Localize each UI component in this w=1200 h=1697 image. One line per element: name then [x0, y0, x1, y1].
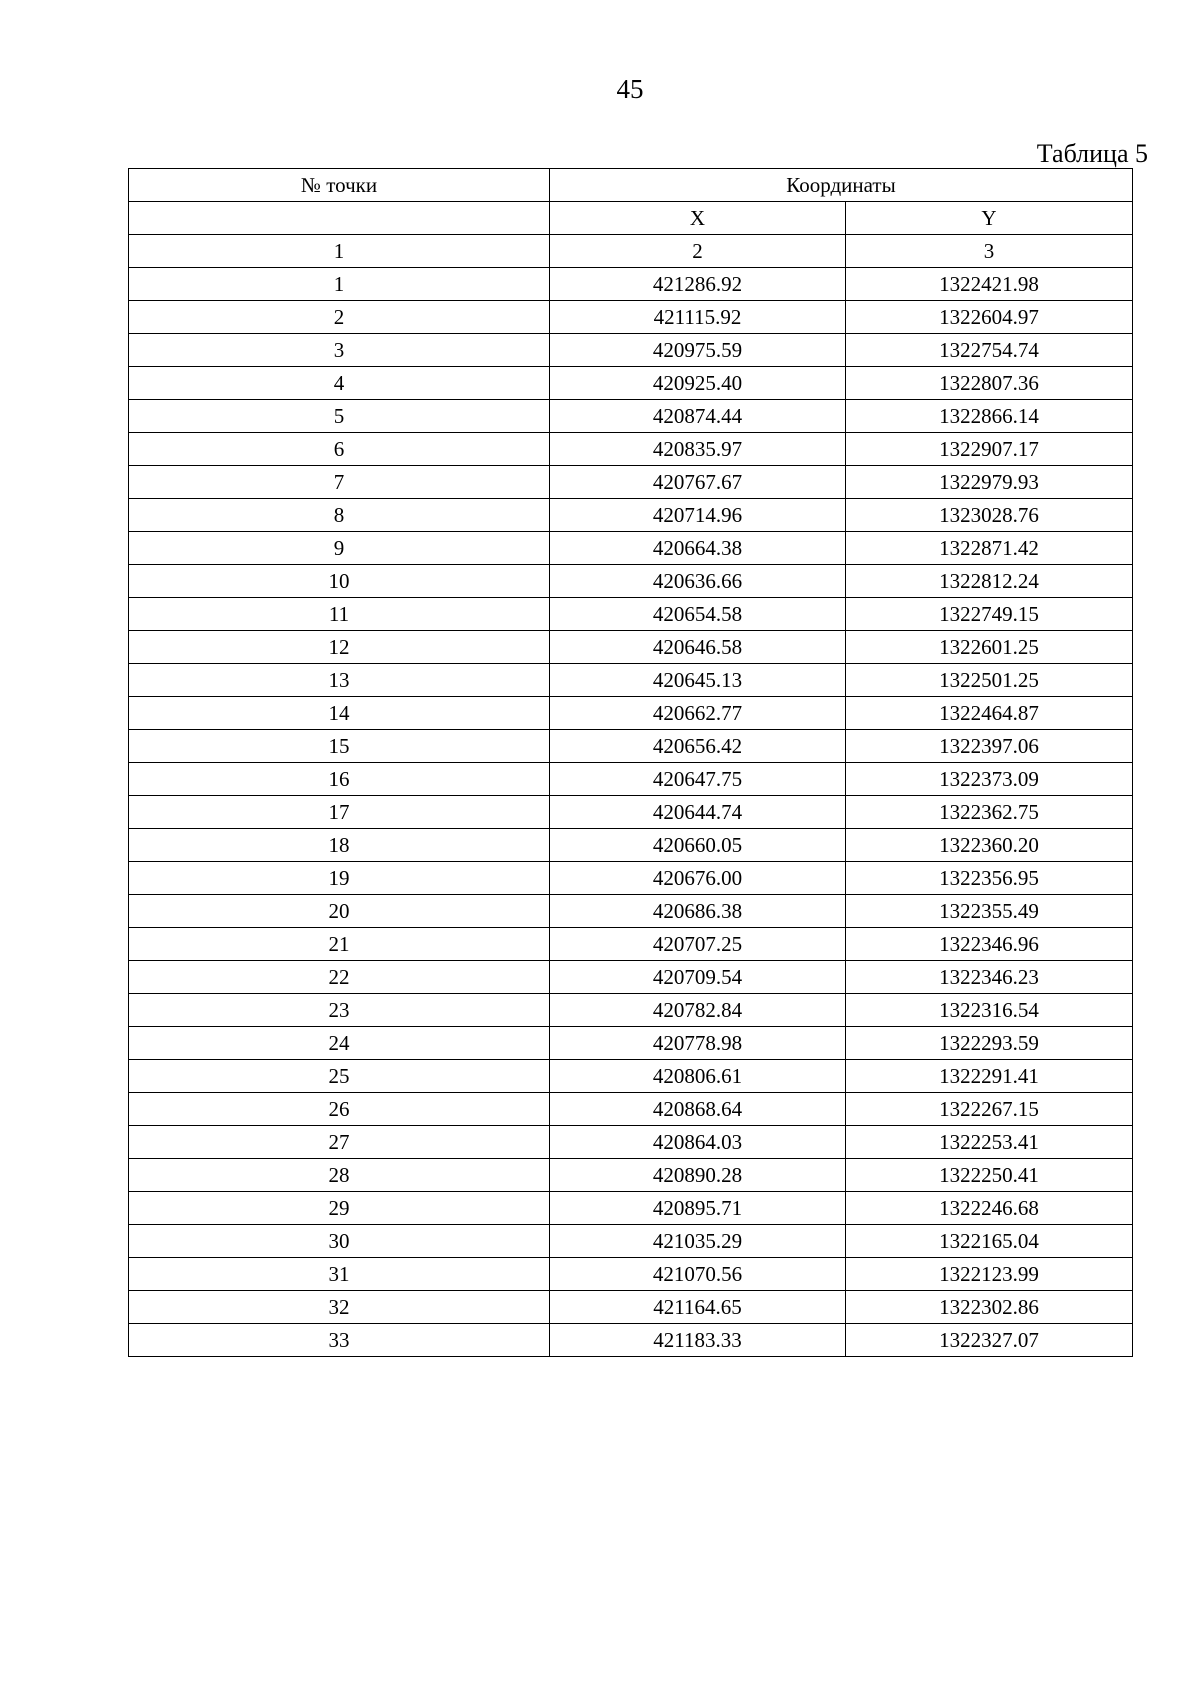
y-coordinate-cell: 1322346.96 [846, 928, 1133, 961]
point-number-cell: 29 [129, 1192, 550, 1225]
point-number-cell: 1 [129, 268, 550, 301]
point-number-cell: 27 [129, 1126, 550, 1159]
table-row [129, 1060, 1133, 1093]
point-number-cell: 13 [129, 664, 550, 697]
x-coordinate-cell: 420707.25 [550, 928, 846, 961]
table-row [129, 796, 1133, 829]
header-point-number: № точки [129, 169, 550, 202]
point-number-cell: 24 [129, 1027, 550, 1060]
y-coordinate-cell: 1322123.99 [846, 1258, 1133, 1291]
x-coordinate-cell: 421286.92 [550, 268, 846, 301]
y-coordinate-cell: 1322871.42 [846, 532, 1133, 565]
point-number-cell: 17 [129, 796, 550, 829]
x-coordinate-cell: 421164.65 [550, 1291, 846, 1324]
point-number-cell: 25 [129, 1060, 550, 1093]
y-coordinate-cell: 1322866.14 [846, 400, 1133, 433]
x-coordinate-cell: 420895.71 [550, 1192, 846, 1225]
point-number-cell: 16 [129, 763, 550, 796]
x-coordinate-cell: 421070.56 [550, 1258, 846, 1291]
point-number-cell: 33 [129, 1324, 550, 1357]
x-coordinate-cell: 420654.58 [550, 598, 846, 631]
point-number-cell: 20 [129, 895, 550, 928]
column-number-cell: 1 [129, 235, 550, 268]
y-coordinate-cell: 1322501.25 [846, 664, 1133, 697]
table-row [129, 466, 1133, 499]
y-coordinate-cell: 1322604.97 [846, 301, 1133, 334]
x-coordinate-cell: 421183.33 [550, 1324, 846, 1357]
coordinates-table [128, 168, 1133, 1357]
column-number-cell: 2 [550, 235, 846, 268]
x-coordinate-cell: 420660.05 [550, 829, 846, 862]
point-number-cell: 28 [129, 1159, 550, 1192]
table-row [129, 1093, 1133, 1126]
point-number-cell: 7 [129, 466, 550, 499]
x-coordinate-cell: 420864.03 [550, 1126, 846, 1159]
point-number-cell: 2 [129, 301, 550, 334]
point-number-cell: 30 [129, 1225, 550, 1258]
x-coordinate-cell: 420975.59 [550, 334, 846, 367]
table-row [129, 631, 1133, 664]
subheader-row [129, 202, 1133, 235]
point-number-cell: 18 [129, 829, 550, 862]
point-number-cell: 3 [129, 334, 550, 367]
x-coordinate-cell: 420767.67 [550, 466, 846, 499]
table-row [129, 400, 1133, 433]
point-number-cell: 21 [129, 928, 550, 961]
subheader-empty-cell [129, 202, 550, 235]
x-coordinate-cell: 420645.13 [550, 664, 846, 697]
x-coordinate-cell: 420868.64 [550, 1093, 846, 1126]
table-row [129, 829, 1133, 862]
x-coordinate-cell: 420835.97 [550, 433, 846, 466]
x-coordinate-cell: 420664.38 [550, 532, 846, 565]
x-coordinate-cell: 420925.40 [550, 367, 846, 400]
table-row [129, 1291, 1133, 1324]
point-number-cell: 5 [129, 400, 550, 433]
table-row [129, 532, 1133, 565]
x-coordinate-cell: 420644.74 [550, 796, 846, 829]
y-coordinate-cell: 1322253.41 [846, 1126, 1133, 1159]
table-caption: Таблица 5 [1036, 139, 1148, 168]
point-number-cell: 4 [129, 367, 550, 400]
y-coordinate-cell: 1322291.41 [846, 1060, 1133, 1093]
point-number-cell: 9 [129, 532, 550, 565]
table-row [129, 367, 1133, 400]
x-coordinate-cell: 420636.66 [550, 565, 846, 598]
point-number-cell: 23 [129, 994, 550, 1027]
header-x: X [550, 202, 846, 235]
y-coordinate-cell: 1322601.25 [846, 631, 1133, 664]
y-coordinate-cell: 1322749.15 [846, 598, 1133, 631]
table-row [129, 862, 1133, 895]
y-coordinate-cell: 1322421.98 [846, 268, 1133, 301]
column-number-cell: 3 [846, 235, 1133, 268]
point-number-cell: 32 [129, 1291, 550, 1324]
x-coordinate-cell: 420676.00 [550, 862, 846, 895]
point-number-cell: 10 [129, 565, 550, 598]
point-number-cell: 14 [129, 697, 550, 730]
y-coordinate-cell: 1322346.23 [846, 961, 1133, 994]
x-coordinate-cell: 420874.44 [550, 400, 846, 433]
y-coordinate-cell: 1322373.09 [846, 763, 1133, 796]
table-row [129, 928, 1133, 961]
y-coordinate-cell: 1322360.20 [846, 829, 1133, 862]
point-number-cell: 11 [129, 598, 550, 631]
y-coordinate-cell: 1322356.95 [846, 862, 1133, 895]
y-coordinate-cell: 1322362.75 [846, 796, 1133, 829]
y-coordinate-cell: 1322812.24 [846, 565, 1133, 598]
table-row [129, 301, 1133, 334]
table-row [129, 268, 1133, 301]
table-row [129, 1027, 1133, 1060]
y-coordinate-cell: 1322165.04 [846, 1225, 1133, 1258]
table-row [129, 697, 1133, 730]
x-coordinate-cell: 421115.92 [550, 301, 846, 334]
column-number-row [129, 235, 1133, 268]
table-row [129, 1258, 1133, 1291]
table-row [129, 961, 1133, 994]
table-row [129, 730, 1133, 763]
x-coordinate-cell: 420714.96 [550, 499, 846, 532]
table-row [129, 499, 1133, 532]
coordinates-table-body [129, 169, 1133, 1357]
x-coordinate-cell: 420778.98 [550, 1027, 846, 1060]
table-row [129, 1225, 1133, 1258]
x-coordinate-cell: 421035.29 [550, 1225, 846, 1258]
y-coordinate-cell: 1323028.76 [846, 499, 1133, 532]
point-number-cell: 8 [129, 499, 550, 532]
table-row [129, 1159, 1133, 1192]
y-coordinate-cell: 1322754.74 [846, 334, 1133, 367]
point-number-cell: 19 [129, 862, 550, 895]
x-coordinate-cell: 420806.61 [550, 1060, 846, 1093]
y-coordinate-cell: 1322397.06 [846, 730, 1133, 763]
y-coordinate-cell: 1322246.68 [846, 1192, 1133, 1225]
x-coordinate-cell: 420686.38 [550, 895, 846, 928]
y-coordinate-cell: 1322355.49 [846, 895, 1133, 928]
table-row [129, 565, 1133, 598]
x-coordinate-cell: 420646.58 [550, 631, 846, 664]
point-number-cell: 12 [129, 631, 550, 664]
table-row [129, 598, 1133, 631]
y-coordinate-cell: 1322807.36 [846, 367, 1133, 400]
table-row [129, 895, 1133, 928]
y-coordinate-cell: 1322293.59 [846, 1027, 1133, 1060]
x-coordinate-cell: 420890.28 [550, 1159, 846, 1192]
y-coordinate-cell: 1322267.15 [846, 1093, 1133, 1126]
y-coordinate-cell: 1322316.54 [846, 994, 1133, 1027]
table-row [129, 1192, 1133, 1225]
point-number-cell: 22 [129, 961, 550, 994]
table-row [129, 334, 1133, 367]
table-row [129, 433, 1133, 466]
table-row [129, 1324, 1133, 1357]
point-number-cell: 31 [129, 1258, 550, 1291]
table-row [129, 994, 1133, 1027]
point-number-cell: 15 [129, 730, 550, 763]
x-coordinate-cell: 420647.75 [550, 763, 846, 796]
table-row [129, 664, 1133, 697]
point-number-cell: 6 [129, 433, 550, 466]
page-number: 45 [616, 74, 644, 104]
y-coordinate-cell: 1322907.17 [846, 433, 1133, 466]
header-y: Y [846, 202, 1133, 235]
y-coordinate-cell: 1322979.93 [846, 466, 1133, 499]
y-coordinate-cell: 1322464.87 [846, 697, 1133, 730]
table-row [129, 1126, 1133, 1159]
x-coordinate-cell: 420709.54 [550, 961, 846, 994]
y-coordinate-cell: 1322327.07 [846, 1324, 1133, 1357]
y-coordinate-cell: 1322250.41 [846, 1159, 1133, 1192]
x-coordinate-cell: 420782.84 [550, 994, 846, 1027]
x-coordinate-cell: 420656.42 [550, 730, 846, 763]
header-coordinates: Координаты [550, 169, 1133, 202]
table-row [129, 763, 1133, 796]
y-coordinate-cell: 1322302.86 [846, 1291, 1133, 1324]
point-number-cell: 26 [129, 1093, 550, 1126]
header-row [129, 169, 1133, 202]
x-coordinate-cell: 420662.77 [550, 697, 846, 730]
